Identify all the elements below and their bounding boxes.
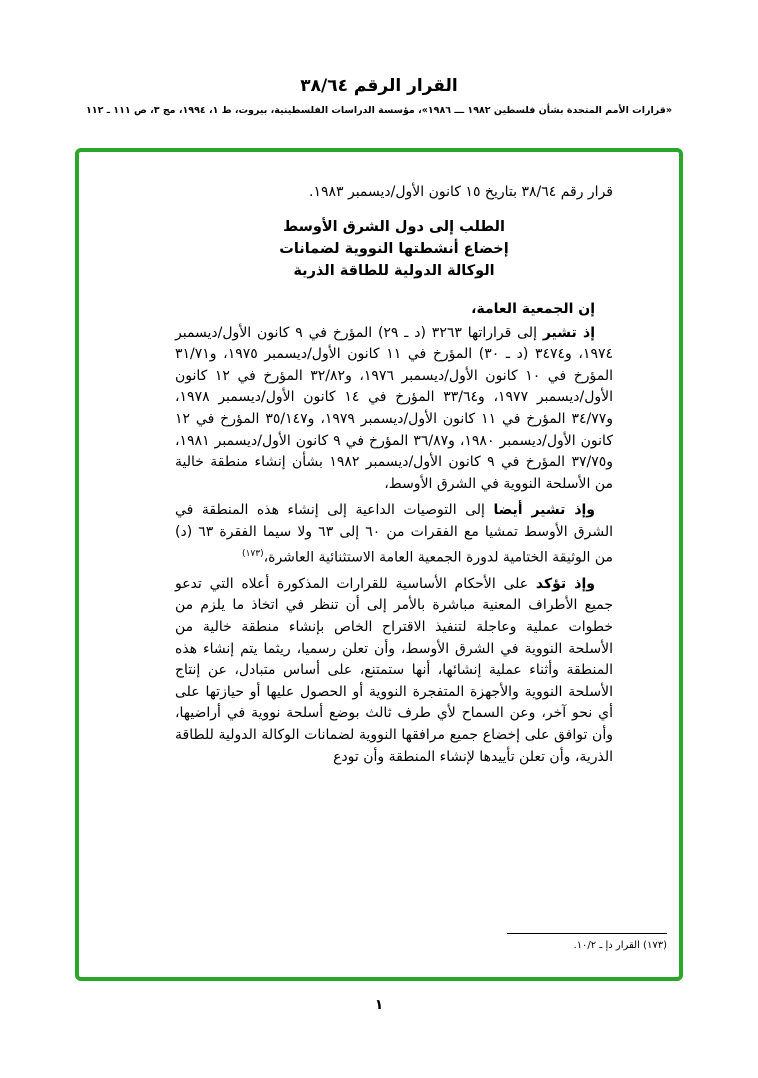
paragraph-lead: وإذ تؤكد: [535, 575, 595, 592]
footnote-rule: [507, 933, 667, 934]
source-citation: «قرارات الأمم المتحدة بشأن فلسطين ١٩٨٢ ـــ ١٩٨٦»، مؤسسة الدراسات الفلسطينية، بيروت، ط ١، ١٩٩٤، مج ٣، ص ١١١ ـ ١١٢: [86, 105, 672, 116]
page-title: القرار الرقم ٣٨/٦٤: [300, 76, 458, 96]
paragraph-text: إلى التوصيات الداعية إلى إنشاء هذه المنطقة في الشرق الأوسط تمشيا مع الفقرات من ٦٠ إلى ٦٣ ولا سيما الفقرة ٦٣ (د) من الوثيقة الختامية لدورة الجمعية العامة الاستثنائية العاشرة،: [175, 502, 613, 566]
resolution-title-line-2: إخضاع أنشطتها النووية لضمانات: [279, 240, 509, 257]
page-header: [0, 76, 758, 116]
preamble-paragraph-1: [175, 323, 613, 496]
footnote-text: (١٧٣) القرار دإ ـ ١٠/٢.: [573, 940, 667, 951]
resolution-body: [175, 182, 613, 773]
preamble-paragraph-3: [175, 574, 613, 768]
paragraph-text: على الأحكام الأساسية للقرارات المذكورة أعلاه التي تدعو جميع الأطراف المعنية مباشرة بالأمر إلى أن تنظر في اتخاذ ما يلزم من خطوات عملية وعاجلة لتنفيذ الاقتراح الخاص بإنشاء منطقة خالية من الأسلحة النووية في الشرق الأوسط، وأن تعلن رسميا، ريثما يتم إنشاء هذه المنطقة وأثناء عملية إنشائها، أنها ستمتنع، على أساس متبادل، عن إنتاج الأسلحة النووية والأجهزة المتفجرة النووية أو الحصول عليها أو حيازتها على أي نحو آخر، وعن السماح لأي طرف ثالث بوضع أسلحة نووية في أراضيها، وأن توافق على إخضاع جميع مرافقها النووية لضمانات الوكالة الدولية للطاقة الذرية، وأن تعلن تأييدها لإنشاء المنطقة وأن تودع: [175, 575, 613, 765]
resolution-title-line-3: الوكالة الدولية للطاقة الذرية: [293, 262, 495, 279]
salutation: إن الجمعية العامة،: [471, 300, 595, 317]
footnote-ref: (١٧٣): [242, 548, 264, 559]
resolution-title-line-1: الطلب إلى دول الشرق الأوسط: [283, 218, 505, 235]
resolution-intro-line: قرار رقم ٣٨/٦٤ بتاريخ ١٥ كانون الأول/ديسمبر ١٩٨٣.: [309, 184, 613, 200]
paragraph-lead: وإذ تشير أيضا: [493, 502, 596, 519]
paragraph-lead: إذ تشير: [542, 324, 596, 341]
paragraph-text: إلى قراراتها ٣٢٦٣ (د ـ ٢٩) المؤرخ في ٩ كانون الأول/ديسمبر ١٩٧٤، و٣٤٧٤ (د ـ ٣٠) المؤرخ في ١١ كانون الأول/ديسمبر ١٩٧٥، و٣١/٧١ المؤرخ في ١٠ كانون الأول/ديسمبر ١٩٧٦، و٣٢/٨٢ المؤرخ في ١٢ كانون الأول/ديسمبر ١٩٧٧، و٣٣/٦٤ المؤرخ في ١٤ كانون الأول/ديسمبر ١٩٧٨، و٣٤/٧٧ المؤرخ في ١١ كانون الأول/ديسمبر ١٩٧٩، و٣٥/١٤٧ المؤرخ في ١٢ كانون الأول/ديسمبر ١٩٨٠، و٣٦/٨٧ المؤرخ في ٩ كانون الأول/ديسمبر ١٩٨١، و٣٧/٧٥ المؤرخ في ٩ كانون الأول/ديسمبر ١٩٨٢ بشأن إنشاء منطقة خالية من الأسلحة النووية في الشرق الأوسط،: [175, 324, 614, 492]
page-number: ١: [374, 997, 384, 1013]
preamble-paragraph-2: [175, 500, 613, 568]
resolution-title: [175, 216, 613, 282]
document-frame: [75, 148, 683, 981]
footnote: [507, 933, 667, 953]
